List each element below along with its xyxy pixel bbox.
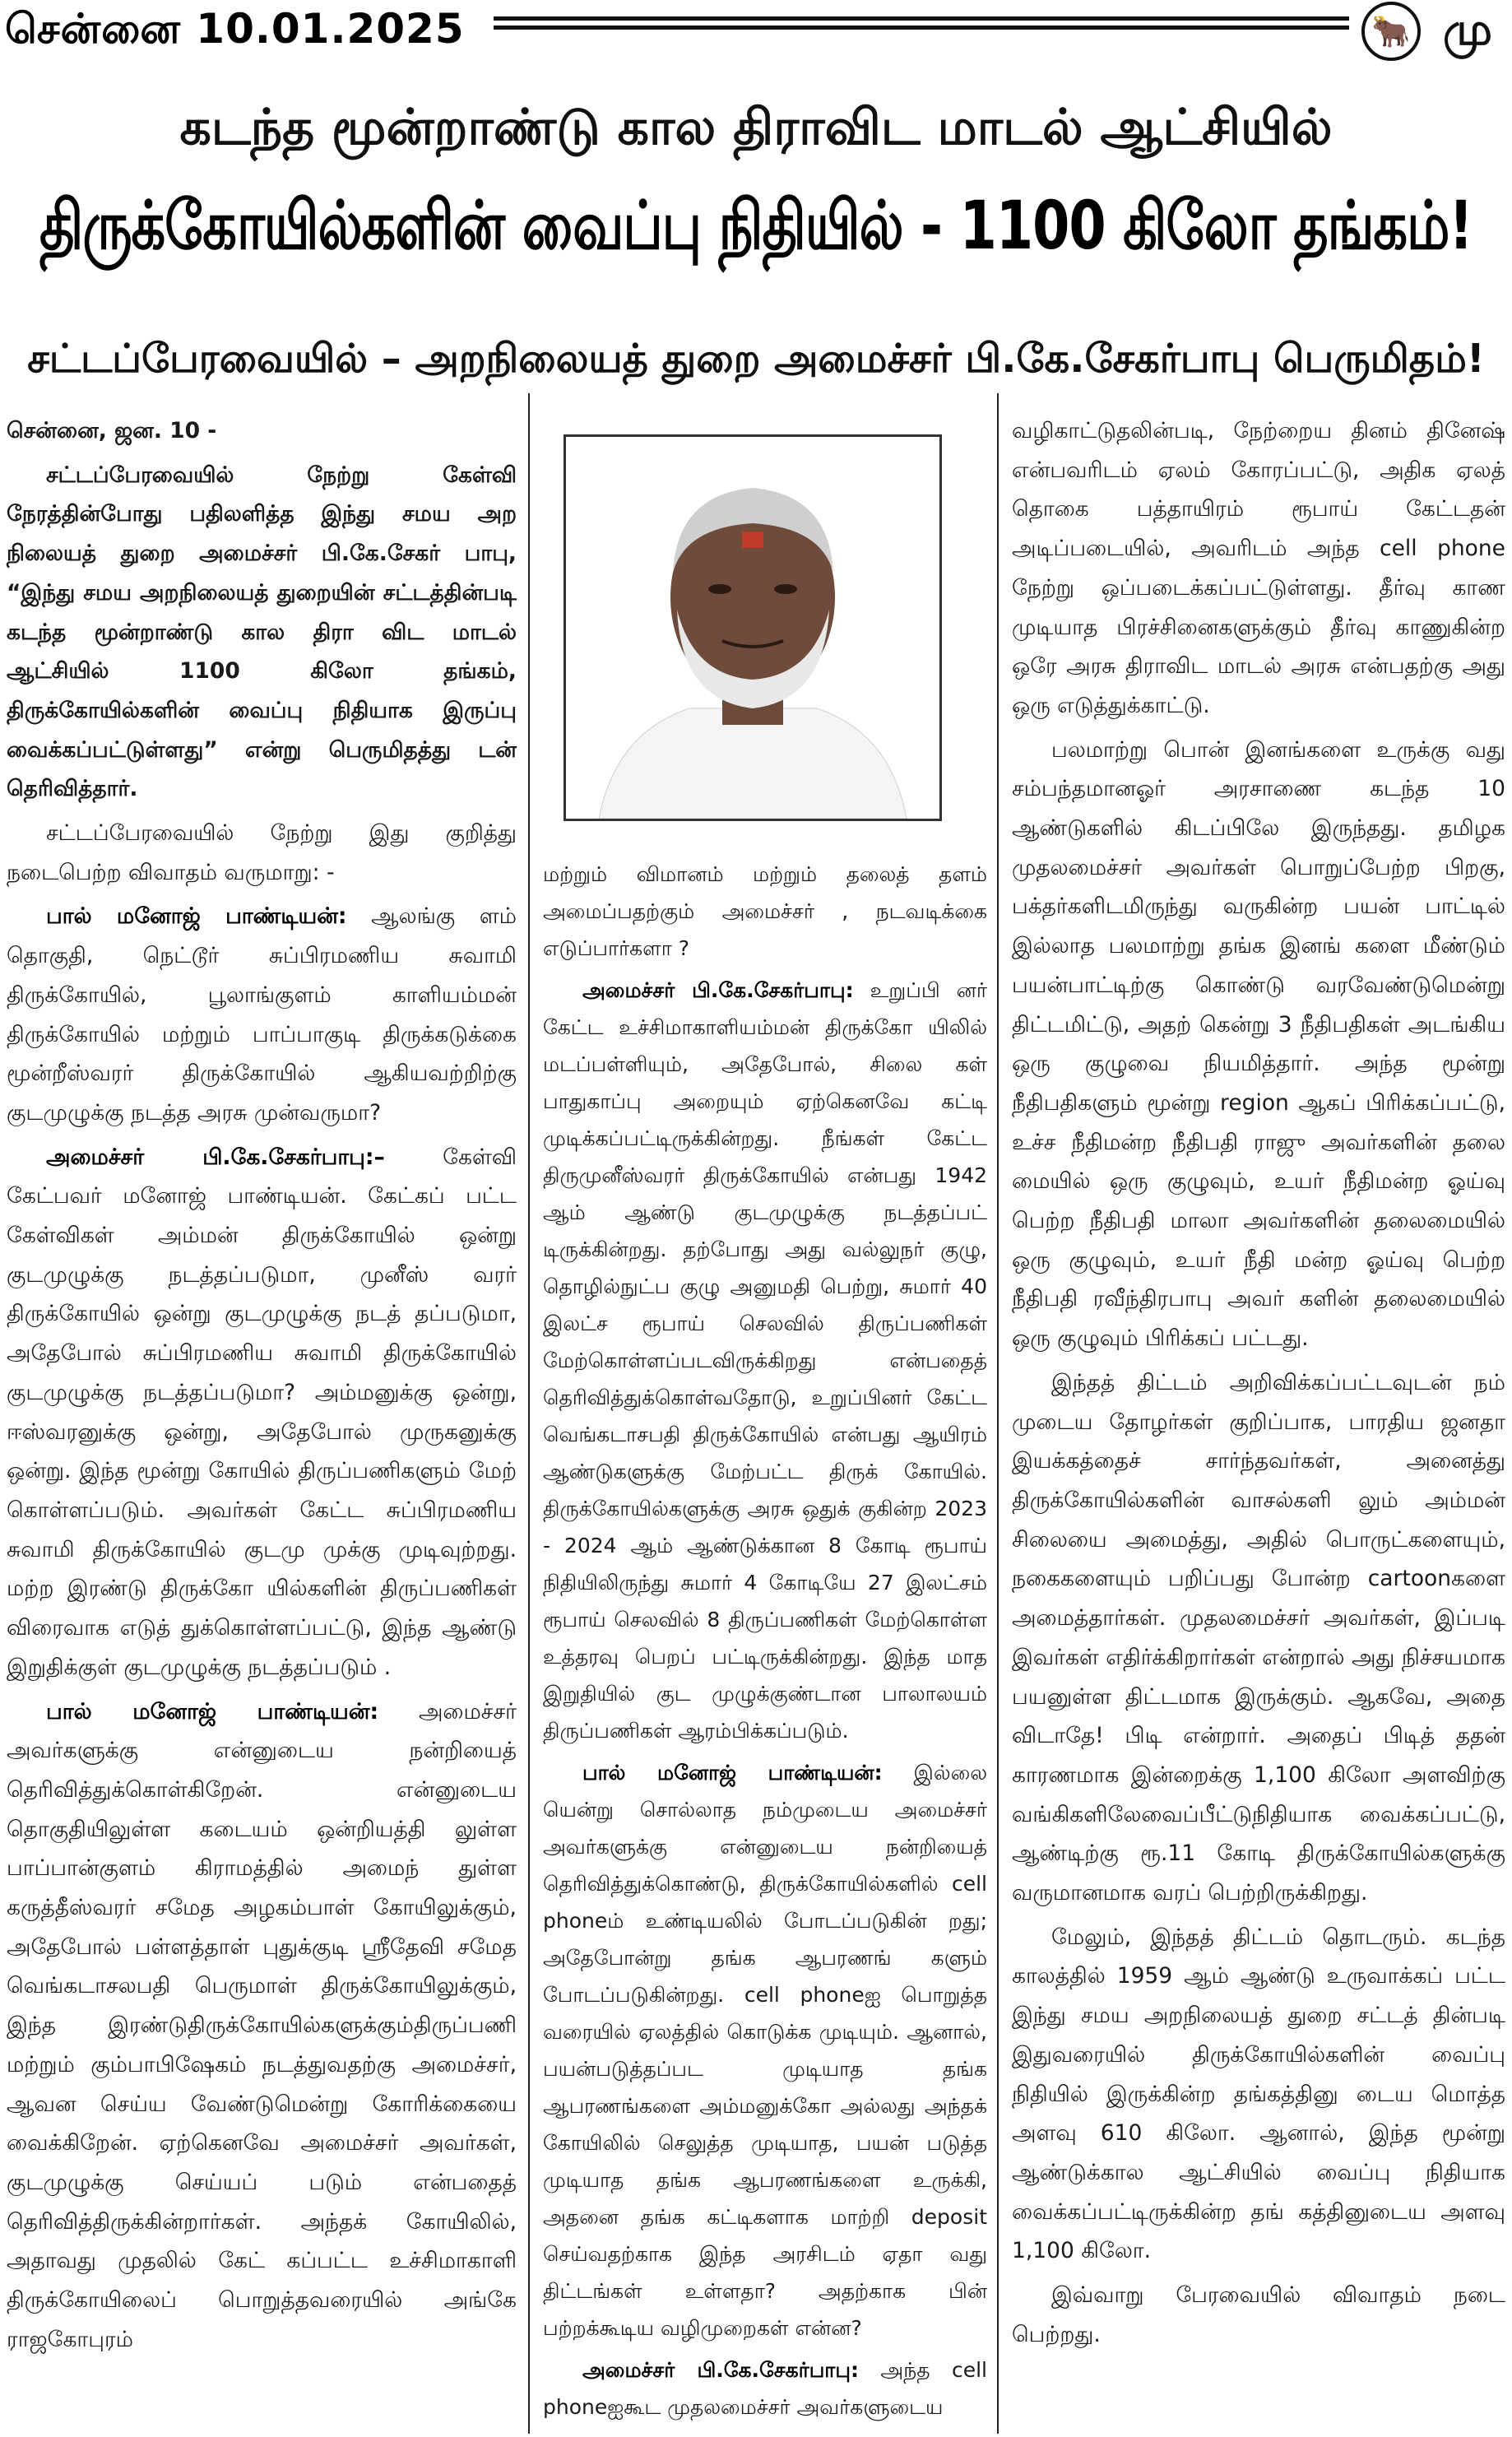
paragraph-text: அமைச்சர் அவர்களுக்கு என்னுடைய நன்றியைத் தெரிவித்துக்கொள்கிறேன். என்னுடைய தொகுதியிலுள்ள கடையம் ஒன்றியத்தி லுள்ள பாப்பான்குளம் கிராமத்தில் அமைந் துள்ள கருத்தீஸ்வரர் சமேத அழகம்பாள் கோயிலுக்கும், அதேபோல் பள்ளத்தாள் புதுக்குடி ஸ்ரீதேவி சமேத வெங்கடாசலபதி பெருமாள் திருக்கோயிலுக்கும், இந்த இரண்டுதிருக்கோயில்களுக்கும்திருப்பணி மற்றும் கும்பாபிஷேகம் நடத்துவதற்கு அமைச்சர், ஆவன செய்ய வேண்டுமென்று கோரிக்கையை வைக்கிறேன். ஏற்கெனவே அமைச்சர் அவர்கள், குடமுழுக்கு செய்யப் படும் என்பதைத் தெரிவித்திருக்கின்றார்கள். அந்தக் கோயிலில், அதாவது முதலில் கேட் கப்பட்ட உச்சிமாகாளி திருக்கோயிலைப் பொறுத்தவரையில் அங்கே ராஜகோபுரம்: [7, 1698, 517, 2352]
speaker-name: பால் மனோஜ் பாண்டியன்:: [582, 1761, 883, 1785]
paragraph-text: உறுப்பி னர் கேட்ட உச்சிமாகாளியம்மன் திருக்கோ யிலில் மடப்பள்ளியும், அதேபோல், சிலை கள் பாதுகாப்பு அறையும் ஏற்கெனவே கட்டி முடிக்கப்பட்டிருக்கின்றது. நீங்கள் கேட்ட திருமுனீஸ்வரர் திருக்கோயில் என்பது 1942 ஆம் ஆண்டு குடமுழுக்கு நடத்தப்பட் டிருக்கின்றது. தற்போது அது வல்லுநர் குழு, தொழில்நுட்ப குழு அனுமதி பெற்று, சுமார் 40 இலட்ச ரூபாய் செலவில் திருப்பணிகள் மேற்கொள்ளப்படவிருக்கிறது என்பதைத் தெரிவித்துக்கொள்வதோடு, உறுப்பினர் கேட்ட வெங்கடாசபதி திருக்கோயில் என்பது ஆயிரம் ஆண்டுகளுக்கு மேற்பட்ட திருக் கோயில். திருக்கோயில்களுக்கு அரசு ஒதுக் குகின்ற 2023 - 2024 ஆம் ஆண்டுக்கான 8 கோடி ரூபாய் நிதியிலிருந்து சுமார் 4 கோடியே 27 இலட்சம் ரூபாய் செலவில் 8 திருப்பணிகள் மேற்கொள்ள உத்தரவு பெறப் பட்டிருக்கின்றது. இந்த மாத இறுதியில் குட முழுக்குண்டான பாலாலயம் திருப்பணிகள் ஆரம்பிக்கப்படும்.: [543, 978, 987, 1743]
speaker-name: பால் மனோஜ் பாண்டியன்:: [46, 903, 347, 930]
paragraph: [1012, 1363, 1505, 1913]
paragraph: [1012, 731, 1505, 1358]
column-3: [1012, 411, 1505, 2359]
paragraph-text: இந்தத் திட்டம் அறிவிக்கப்பட்டவுடன் நம் முடைய தோழர்கள் குறிப்பாக, பாரதிய ஜனதா இயக்கத்தைச் சார்ந்தவர்கள், அனைத்து திருக்கோயில்களின் வாசல்களி லும் அம்மன் சிலையை அமைத்து, அதில் பொருட்களையும், நகைகளையும் பறிப்பது போன்ற cartoonகளை அமைத்தார்கள். முதலமைச்சர் அவர்கள், இப்படி இவர்கள் எதிர்க்கிறார்கள் என்றால் அது நிச்சயமாக பயனுள்ள திட்டமாக இருக்கும். ஆகவே, அதை விடாதே! பிடி என்றார். அதைப் பிடித் ததன் காரணமாக இன்றைக்கு 1,100 கிலோ அளவிற்கு வங்கிகளிலேவைப்பீட்டுநிதியாக வைக்கப்பட்டு, ஆண்டிற்கு ரூ.11 கோடி திருக்கோயில்களுக்கு வருமானமாக வரப் பெற்றிருக்கிறது.: [1012, 1369, 1505, 1906]
paragraph-text: அந்த cell phoneஐகூட முதலமைச்சர் அவர்களுடைய: [543, 2358, 987, 2419]
minister-photo: [564, 434, 942, 821]
paragraph-text: சட்டப்பேரவையில் நேற்று கேள்வி நேரத்தின்போது பதிலளித்த இந்து சமய அற நிலையத் துறை அமைச்சர் பி.கே.சேகர் பாபு, “இந்து சமய அறநிலையத் துறையின் சட்டத்தின்படி கடந்த மூன்றாண்டு கால திரா விட மாடல் ஆட்சியில் 1100 கிலோ தங்கம், திருக்கோயில்களின் வைப்பு நிதியாக இருப்பு வைக்கப்பட்டுள்ளது” என்று பெருமிதத்து டன் தெரிவித்தார்.: [7, 462, 517, 802]
paragraph: [543, 856, 987, 967]
masthead: [0, 0, 1512, 66]
paragraph: [7, 897, 517, 1132]
column-2: [543, 856, 987, 2430]
paragraph-text: ஆலங்கு ளம் தொகுதி, நெட்டூர் சுப்பிரமணிய சுவாமி திருக்கோயில், பூலாங்குளம் காளியம்மன் திருக்கோயில் மற்றும் பாப்பாகுடி திருக்கடுக்கை மூன்றீஸ்வரர் திருக்கோயில் ஆகியவற்றிற்கு குடமுழுக்கு நடத்த அரசு முன்வருமா?: [7, 903, 517, 1126]
paragraph: [1012, 2276, 1505, 2354]
column-1: [7, 411, 517, 2364]
paragraph-text: வழிகாட்டுதலின்படி, நேற்றைய தினம் தினேஷ் என்பவரிடம் ஏலம் கோரப்பட்டு, அதிக ஏலத் தொகை பத்தாயிரம் ரூபாய் கேட்டதன் அடிப்படையில், அவரிடம் அந்த cell phone நேற்று ஒப்படைக்கப்பட்டுள்ளது. தீர்வு காண முடியாத பிரச்சினைகளுக்கும் தீர்வு காணுகின்ற ஒரே அரசு திராவிட மாடல் அரசு என்பதற்கு அது ஒரு எடுத்துக்காட்டு.: [1012, 418, 1505, 718]
bull-logo-icon: 🐂: [1361, 2, 1421, 61]
speaker-name: பால் மனோஜ் பாண்டியன்:: [46, 1698, 379, 1724]
byline: சென்னை, ஜன. 10 -: [7, 418, 217, 443]
speaker-name: அமைச்சர் பி.கே.சேகர்பாபு:: [582, 2358, 859, 2382]
column-rule-2: [997, 393, 999, 2434]
paragraph: [1012, 1918, 1505, 2271]
speaker-name: அமைச்சர் பி.கே.சேகர்பாபு:: [582, 978, 854, 1002]
kicker: கடந்த மூன்றாண்டு கால திராவிட மாடல் ஆட்சியில்: [179, 99, 1333, 156]
paragraph: [7, 1692, 517, 2360]
paragraph: [543, 1754, 987, 2346]
paragraph-text: சட்டப்பேரவையில் நேற்று இது குறித்து நடைபெற்ற விவாதம் வருமாறு: -: [7, 820, 517, 885]
brand-char: மு: [1443, 3, 1492, 55]
paragraph-text: இவ்வாறு பேரவையில் விவாதம் நடை பெற்றது.: [1012, 2282, 1505, 2347]
paragraph-text: கேள்வி கேட்பவர் மனோஜ் பாண்டியன். கேட்கப் பட்ட கேள்விகள் அம்மன் திருக்கோயில் ஒன்று குடமுழுக்கு நடத்தப்படுமா, முனீஸ் வரர் திருக்கோயில் ஒன்று குடமுழுக்கு நடத் தப்படுமா, அதேபோல் சுப்பிரமணிய சுவாமி திருக்கோயில் குடமுழுக்கு நடத்தப்படுமா? அம்மனுக்கு ஒன்று, ஈஸ்வரனுக்கு ஒன்று, அதேபோல் முருகனுக்கு ஒன்று. இந்த மூன்று கோயில் திருப்பணிகளும் மேற் கொள்ளப்படும். அவர்கள் கேட்ட சுப்பிரமணிய சுவாமி திருக்கோயில் குடமு முக்கு முடிவுற்றது. மற்ற இரண்டு திருக்கோ யில்களின் திருப்பணிகள் விரைவாக எடுத் துக்கொள்ளப்பட்டு, இந்த ஆண்டு இறுதிக்குள் குடமுழுக்கு நடத்தப்படும் .: [7, 1144, 517, 1680]
paragraph: [1012, 411, 1505, 726]
paragraph: [7, 456, 517, 809]
dateline: சென்னை 10.01.2025: [5, 5, 465, 53]
paragraph-text: மற்றும் விமானம் மற்றும் தலைத் தளம் அமைப்பதற்கும் அமைச்சர் , நடவடிக்கை எடுப்பார்களா ?: [543, 862, 987, 960]
paragraph-text: பலமாற்று பொன் இனங்களை உருக்கு வது சம்பந்தமானஓர் அரசாணை கடந்த 10 ஆண்டுகளில் கிடப்பிலே இருந்தது. தமிழக முதலமைச்சர் அவர்கள் பொறுப்பேற்ற பிறகு, பக்தர்களிடமிருந்து வருகின்ற பயன் பாட்டில் இல்லாத பலமாற்று தங்க இனங் களை மீண்டும் பயன்பாட்டிற்கு கொண்டு வரவேண்டுமென்று திட்டமிட்டு, அதற் கென்று 3 நீதிபதிகள் அடங்கிய ஒரு குழுவை நியமித்தார். அந்த மூன்று நீதிபதிகளும் மூன்று region ஆகப் பிரிக்கப்பட்டு, உச்ச நீதிமன்ற நீதிபதி ராஜு அவர்களின் தலை மையில் ஒரு குழுவும், உயர் நீதிமன்ற ஓய்வு பெற்ற நீதிபதி மாலா அவர்களின் தலைமையில் ஒரு குழுவும், உயர் நீதி மன்ற ஓய்வு பெற்ற நீதிபதி ரவீந்திரபாபு அவர் களின் தலைமையில் ஒரு குழுவும் பிரிக்கப் பட்டது.: [1012, 736, 1505, 1352]
speaker-name: அமைச்சர் பி.கே.சேகர்பாபு:–: [46, 1144, 385, 1170]
paragraph: [7, 814, 517, 892]
paragraph: [543, 972, 987, 1749]
paragraph-text: இல்லை யென்று சொல்லாத நம்முடைய அமைச்சர் அவர்களுக்கு என்னுடைய நன்றியைத் தெரிவித்துக்கொண்டு, திருக்கோயில்களில் cell phoneம் உண்டியலில் போடப்படுகின் றது; அதேபோன்று தங்க ஆபரணங் களும் போடப்படுகின்றது. cell phoneஐ பொறுத்த வரையில் ஏலத்தில் கொடுக்க முடியும். ஆனால், பயன்படுத்தப்பட முடியாத தங்க ஆபரணங்களை அம்மனுக்கோ அல்லது அந்தக் கோயிலில் செலுத்த முடியாத, பயன் படுத்த முடியாத தங்க ஆபரணங்களை உருக்கி, அதனை தங்க கட்டிகளாக மாற்றி deposit செய்வதற்காக இந்த அரசிடம் ஏதா வது திட்டங்கள் உள்ளதா? அதற்காக பின் பற்றக்கூடிய வழிமுறைகள் என்ன?: [543, 1761, 987, 2340]
subheadline: சட்டப்பேரவையில் – அறநிலையத் துறை அமைச்சர் பி.கே.சேகர்பாபு பெருமிதம்!: [27, 336, 1485, 382]
paragraph: [7, 1138, 517, 1687]
masthead-rules: [494, 16, 1349, 35]
headline: திருக்கோயில்களின் வைப்பு நிதியில் - 1100 கிலோ தங்கம்!: [39, 188, 1473, 265]
column-rule-1: [528, 393, 530, 2434]
paragraph: [543, 2351, 987, 2425]
paragraph-text: மேலும், இந்தத் திட்டம் தொடரும். கடந்த காலத்தில் 1959 ஆம் ஆண்டு உருவாக்கப் பட்ட இந்து சமய அறநிலையத் துறை சட்டத் தின்படி இதுவரையில் திருக்கோயில்களின் வைப்பு நிதியில் இருக்கின்ற தங்கத்தினு டைய மொத்த அளவு 610 கிலோ. ஆனால், இந்த மூன்று ஆண்டுக்கால ஆட்சியில் வைப்பு நிதியாக வைக்கப்பட்டிருக்கின்ற தங் கத்தினுடைய அளவு 1,100 கிலோ.: [1012, 1924, 1505, 2264]
